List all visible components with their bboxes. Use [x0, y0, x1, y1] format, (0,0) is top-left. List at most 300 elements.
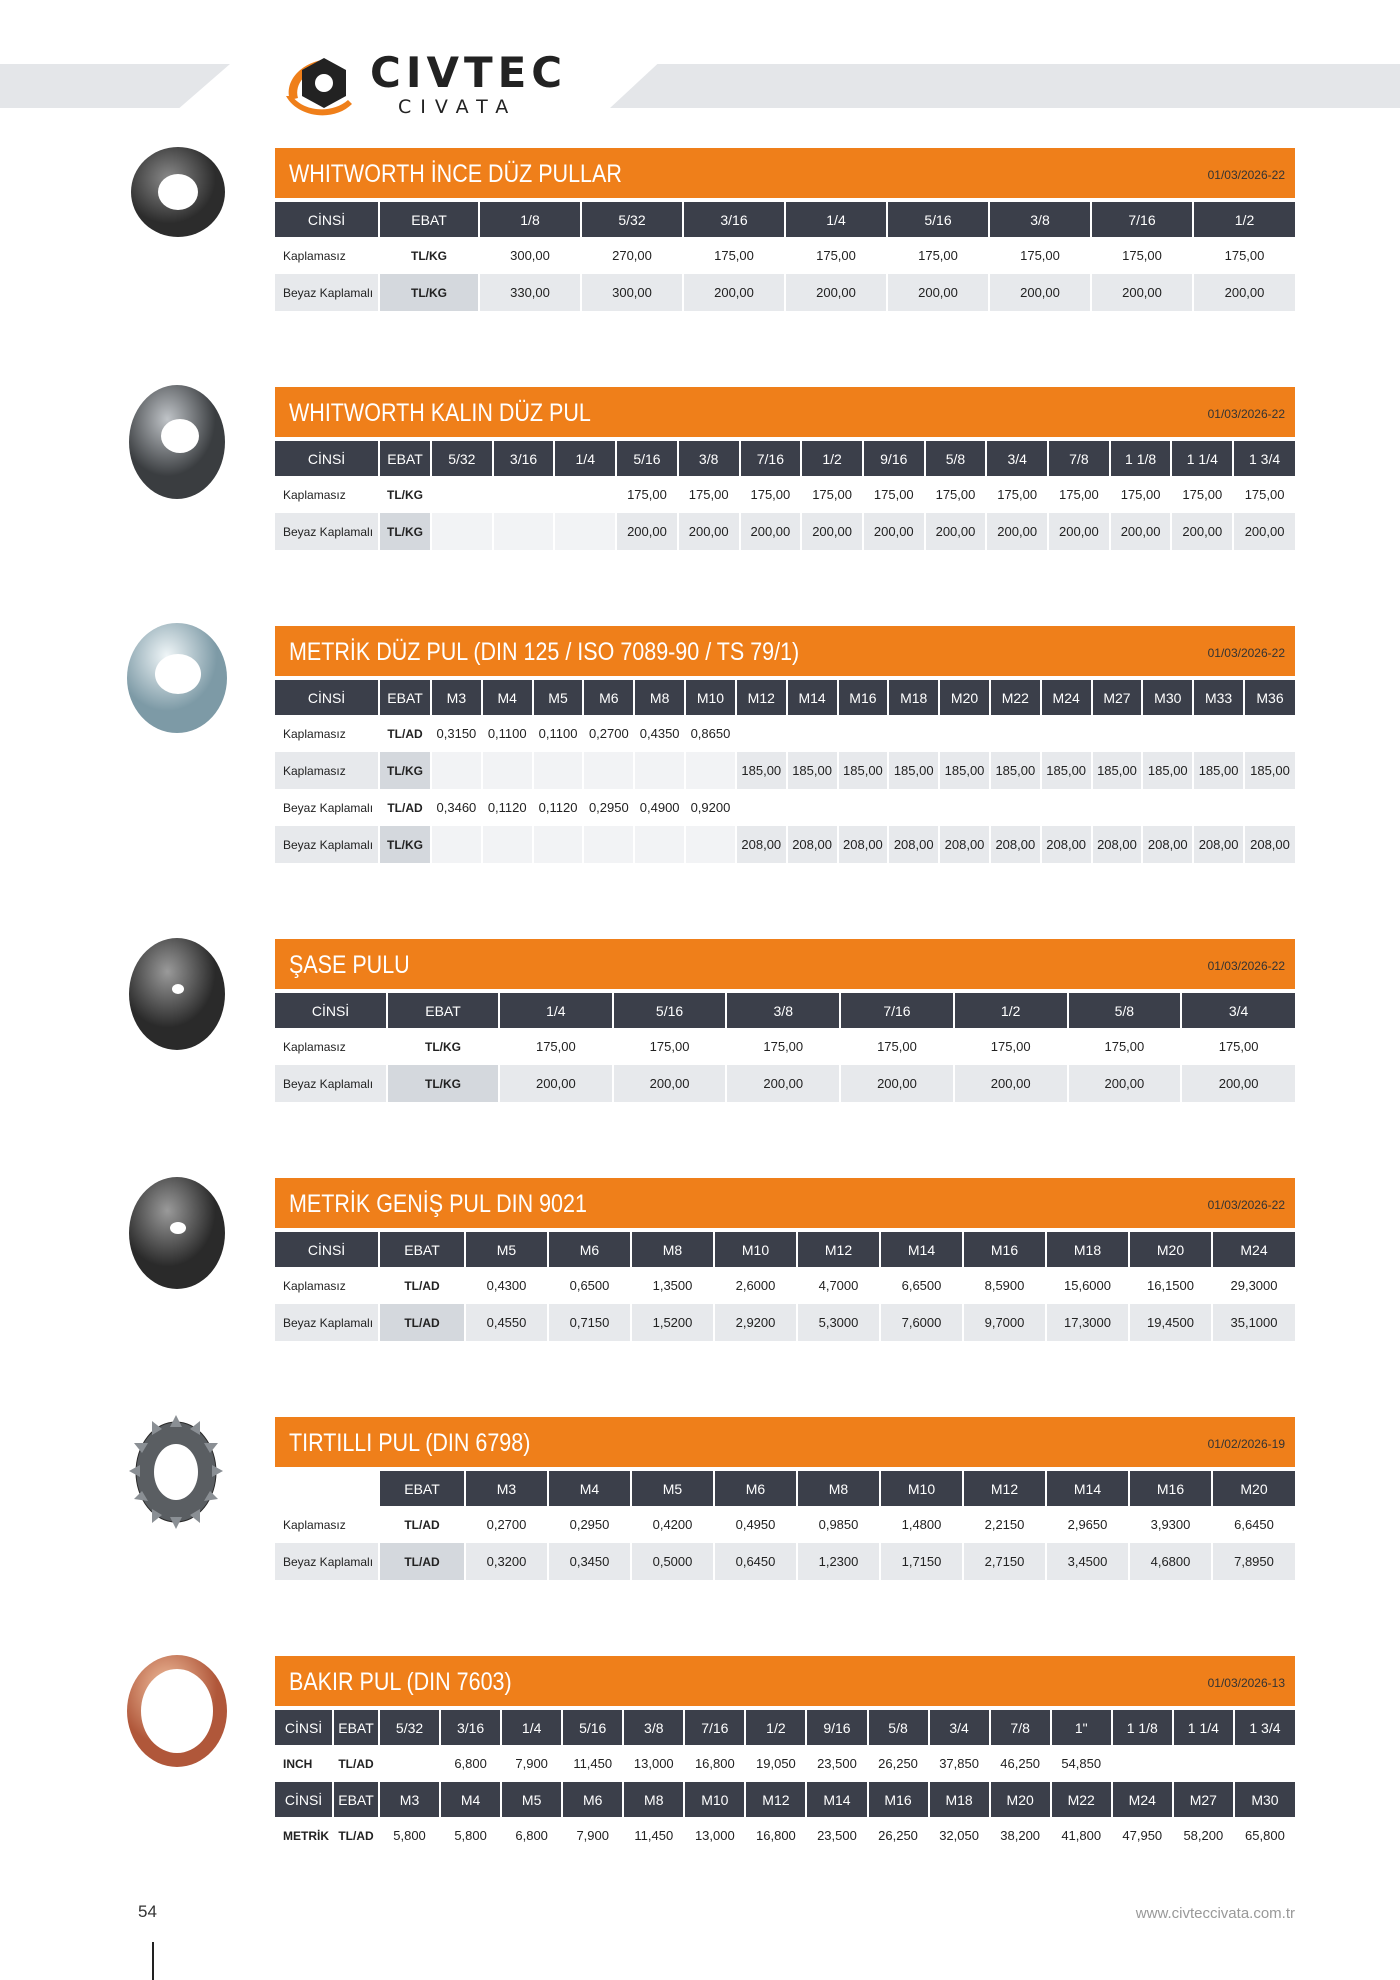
copper-washer-icon: [126, 1654, 228, 1768]
price-cell: 200,00: [986, 513, 1048, 550]
price-cell: 0,8650: [685, 715, 736, 752]
price-cell: [990, 715, 1041, 752]
price-cell: 270,00: [581, 237, 683, 274]
column-header: M12: [745, 1782, 806, 1817]
section-date: 01/03/2026-22: [1207, 646, 1285, 660]
table-header-row: [275, 202, 1295, 237]
price-cell: [431, 513, 493, 550]
column-header: CİNSİ: [275, 1232, 379, 1267]
column-header: M33: [1193, 680, 1244, 715]
column-header: M12: [736, 680, 787, 715]
section-title-bar: [275, 626, 1295, 676]
price-cell: 200,00: [1181, 1065, 1295, 1102]
column-header: EBAT: [333, 1782, 379, 1817]
section-copper: [275, 1656, 1295, 1854]
price-cell: 0,4200: [631, 1506, 714, 1543]
column-header: M16: [838, 680, 889, 715]
price-cell: 0,3200: [465, 1543, 548, 1580]
column-header: 9/16: [806, 1710, 867, 1745]
price-cell: 54,850: [1051, 1745, 1112, 1782]
price-cell: 200,00: [1091, 274, 1193, 311]
price-cell: 175,00: [613, 1028, 727, 1065]
row-unit: TL/AD: [379, 1543, 465, 1580]
column-header: M16: [963, 1232, 1046, 1267]
column-header: 5/8: [868, 1710, 929, 1745]
column-header: EBAT: [387, 993, 499, 1028]
price-cell: 13,000: [684, 1817, 745, 1854]
price-cell: 300,00: [581, 274, 683, 311]
price-cell: [939, 715, 990, 752]
brand-name: CIVTEC: [370, 48, 568, 97]
price-cell: 5,800: [440, 1817, 501, 1854]
price-table: [275, 680, 1295, 863]
column-header: 5/8: [925, 441, 987, 476]
section-date: 01/03/2026-22: [1207, 168, 1285, 182]
price-cell: 7,6000: [880, 1304, 963, 1341]
column-header: M18: [929, 1782, 990, 1817]
price-cell: 200,00: [726, 1065, 840, 1102]
table-row: [275, 1817, 1295, 1854]
column-header: 1/8: [479, 202, 581, 237]
column-header: 1/2: [801, 441, 863, 476]
column-header: CİNSİ: [275, 1782, 333, 1817]
row-label: Beyaz Kaplamalı: [275, 274, 379, 311]
section-chassis-washer: [275, 939, 1295, 1102]
price-cell: 2,6000: [714, 1267, 797, 1304]
column-header: M16: [1129, 1471, 1212, 1506]
column-header: [275, 1471, 379, 1506]
column-header: M5: [533, 680, 584, 715]
thick-washer-icon: [128, 384, 226, 500]
price-cell: 0,1120: [533, 789, 584, 826]
price-cell: 0,2950: [548, 1506, 631, 1543]
header-stripe-right: [610, 64, 1400, 108]
price-cell: 175,00: [616, 476, 678, 513]
row-label: Kaplamasız: [275, 752, 379, 789]
column-header: 7/16: [684, 1710, 745, 1745]
price-cell: [379, 1745, 440, 1782]
section-title: WHITWORTH İNCE DÜZ PULLAR: [289, 160, 622, 188]
price-cell: 11,450: [562, 1745, 623, 1782]
table-row: [275, 1028, 1295, 1065]
price-cell: [1193, 789, 1244, 826]
table-header-row: [275, 1471, 1295, 1506]
row-label: Beyaz Kaplamalı: [275, 513, 379, 550]
row-label: Kaplamasız: [275, 715, 379, 752]
price-cell: [493, 476, 555, 513]
price-cell: 185,00: [736, 752, 787, 789]
price-cell: 38,200: [990, 1817, 1051, 1854]
column-header: 1 3/4: [1233, 441, 1295, 476]
price-cell: 185,00: [838, 752, 889, 789]
price-cell: 0,1100: [533, 715, 584, 752]
price-cell: [1112, 1745, 1173, 1782]
column-header: 3/4: [1181, 993, 1295, 1028]
price-cell: [431, 476, 493, 513]
price-cell: [1244, 789, 1295, 826]
column-header: 1 1/8: [1110, 441, 1172, 476]
column-header: M8: [797, 1471, 880, 1506]
column-header: EBAT: [379, 202, 479, 237]
table-row: [275, 237, 1295, 274]
column-header: M10: [714, 1232, 797, 1267]
row-label: Kaplamasız: [275, 1267, 379, 1304]
price-cell: [634, 826, 685, 863]
column-header: M27: [1092, 680, 1143, 715]
column-header: M27: [1173, 1782, 1234, 1817]
column-header: M14: [806, 1782, 867, 1817]
price-cell: 23,500: [806, 1817, 867, 1854]
price-cell: 4,7000: [797, 1267, 880, 1304]
price-cell: [736, 715, 787, 752]
price-cell: 0,7150: [548, 1304, 631, 1341]
price-cell: 200,00: [954, 1065, 1068, 1102]
row-label: Beyaz Kaplamalı: [275, 826, 379, 863]
column-header: 7/16: [840, 993, 954, 1028]
column-header: M18: [888, 680, 939, 715]
column-header: 7/16: [740, 441, 802, 476]
column-header: M6: [714, 1471, 797, 1506]
price-cell: 0,4950: [714, 1506, 797, 1543]
section-title-bar: [275, 1656, 1295, 1706]
price-cell: 175,00: [1181, 1028, 1295, 1065]
column-header: 5/32: [581, 202, 683, 237]
column-header: 5/32: [379, 1710, 440, 1745]
column-header: CİNSİ: [275, 1710, 333, 1745]
price-cell: 0,2950: [583, 789, 634, 826]
column-header: 1/2: [954, 993, 1068, 1028]
column-header: 3/8: [726, 993, 840, 1028]
price-cell: 200,00: [1048, 513, 1110, 550]
table-row: [275, 1065, 1295, 1102]
price-cell: 0,5000: [631, 1543, 714, 1580]
table-row: [275, 274, 1295, 311]
column-header: 1/4: [499, 993, 613, 1028]
price-cell: [431, 826, 482, 863]
price-cell: 175,00: [986, 476, 1048, 513]
price-cell: 0,9850: [797, 1506, 880, 1543]
price-cell: [1142, 789, 1193, 826]
column-header: 1/4: [785, 202, 887, 237]
price-cell: 175,00: [954, 1028, 1068, 1065]
price-cell: 185,00: [787, 752, 838, 789]
price-cell: 6,800: [440, 1745, 501, 1782]
price-cell: 46,250: [990, 1745, 1051, 1782]
price-cell: 41,800: [1051, 1817, 1112, 1854]
row-unit: TL/KG: [387, 1065, 499, 1102]
price-cell: 175,00: [1171, 476, 1233, 513]
row-unit: TL/KG: [387, 1028, 499, 1065]
section-title-bar: [275, 1178, 1295, 1228]
price-cell: [685, 752, 736, 789]
price-cell: [482, 826, 533, 863]
column-header: 1/4: [501, 1710, 562, 1745]
section-date: 01/02/2026-19: [1207, 1437, 1285, 1451]
price-cell: 0,6450: [714, 1543, 797, 1580]
price-cell: [1092, 789, 1143, 826]
column-header: 3/8: [678, 441, 740, 476]
price-cell: 23,500: [806, 1745, 867, 1782]
price-cell: 185,00: [888, 752, 939, 789]
price-cell: 175,00: [1048, 476, 1110, 513]
price-cell: 185,00: [1041, 752, 1092, 789]
price-cell: 208,00: [1142, 826, 1193, 863]
price-cell: 15,6000: [1046, 1267, 1129, 1304]
price-cell: 16,800: [684, 1745, 745, 1782]
section-date: 01/03/2026-22: [1207, 407, 1285, 421]
section-date: 01/03/2026-22: [1207, 959, 1285, 973]
column-header: CİNSİ: [275, 680, 379, 715]
column-header: M24: [1041, 680, 1092, 715]
price-cell: 0,6500: [548, 1267, 631, 1304]
price-cell: 7,900: [501, 1745, 562, 1782]
column-header: M12: [963, 1471, 1046, 1506]
row-label: Kaplamasız: [275, 1028, 387, 1065]
column-header: CİNSİ: [275, 993, 387, 1028]
price-cell: 2,9200: [714, 1304, 797, 1341]
price-cell: [634, 752, 685, 789]
price-cell: [583, 826, 634, 863]
section-whitworth-thick: [275, 387, 1295, 550]
column-header: 1 1/4: [1173, 1710, 1234, 1745]
price-cell: [554, 513, 616, 550]
section-metric-wide: [275, 1178, 1295, 1341]
price-cell: 5,3000: [797, 1304, 880, 1341]
column-header: EBAT: [379, 441, 431, 476]
column-header: 3/4: [986, 441, 1048, 476]
row-label: Kaplamasız: [275, 476, 379, 513]
row-label: Beyaz Kaplamalı: [275, 1543, 379, 1580]
price-cell: 0,4550: [465, 1304, 548, 1341]
price-table: [275, 1710, 1295, 1854]
price-cell: [787, 715, 838, 752]
price-cell: 175,00: [887, 237, 989, 274]
price-cell: 200,00: [989, 274, 1091, 311]
price-cell: 200,00: [613, 1065, 727, 1102]
section-whitworth-thin: [275, 148, 1295, 311]
column-header: 5/32: [431, 441, 493, 476]
price-cell: 185,00: [1193, 752, 1244, 789]
wide-washer-icon: [128, 1176, 226, 1290]
row-unit: TL/KG: [379, 513, 431, 550]
price-cell: 200,00: [925, 513, 987, 550]
section-title: TIRTILLI PUL (DIN 6798): [289, 1429, 531, 1457]
price-cell: 175,00: [683, 237, 785, 274]
table-row: [275, 1745, 1295, 1782]
row-label: Kaplamasız: [275, 237, 379, 274]
column-header: 3/16: [440, 1710, 501, 1745]
column-header: M5: [631, 1471, 714, 1506]
page-divider: [152, 1942, 154, 1980]
price-cell: 0,9200: [685, 789, 736, 826]
price-cell: [1173, 1745, 1234, 1782]
row-unit: TL/AD: [379, 715, 431, 752]
price-cell: [533, 752, 584, 789]
row-unit: TL/KG: [379, 826, 431, 863]
table-row: [275, 752, 1295, 789]
price-cell: 16,1500: [1129, 1267, 1212, 1304]
price-cell: 2,2150: [963, 1506, 1046, 1543]
price-cell: [736, 789, 787, 826]
price-cell: 208,00: [1193, 826, 1244, 863]
price-table: [275, 993, 1295, 1102]
column-header: M14: [880, 1232, 963, 1267]
price-cell: 3,9300: [1129, 1506, 1212, 1543]
column-header: 7/16: [1091, 202, 1193, 237]
price-cell: 1,7150: [880, 1543, 963, 1580]
price-cell: [888, 715, 939, 752]
table-row: [275, 1267, 1295, 1304]
section-title: ŞASE PULU: [289, 951, 410, 979]
row-unit: TL/KG: [379, 476, 431, 513]
column-header: M10: [880, 1471, 963, 1506]
column-header: 3/8: [989, 202, 1091, 237]
price-cell: 200,00: [683, 274, 785, 311]
page-number: 54: [138, 1902, 157, 1921]
row-label: METRİK: [275, 1817, 333, 1854]
column-header: M24: [1112, 1782, 1173, 1817]
price-cell: 208,00: [787, 826, 838, 863]
column-header: 1 1/4: [1171, 441, 1233, 476]
civtec-logo-icon: [282, 52, 366, 124]
price-cell: 208,00: [888, 826, 939, 863]
price-cell: 175,00: [989, 237, 1091, 274]
column-header: M18: [1046, 1232, 1129, 1267]
price-cell: 0,3450: [548, 1543, 631, 1580]
column-header: M6: [548, 1232, 631, 1267]
price-cell: 208,00: [939, 826, 990, 863]
price-cell: 9,7000: [963, 1304, 1046, 1341]
price-cell: 208,00: [838, 826, 889, 863]
column-header: M24: [1212, 1232, 1295, 1267]
price-cell: 11,450: [623, 1817, 684, 1854]
column-header: M3: [465, 1471, 548, 1506]
section-metric-flat: [275, 626, 1295, 863]
section-title-bar: [275, 939, 1295, 989]
table-header-row: [275, 993, 1295, 1028]
price-cell: [990, 789, 1041, 826]
price-cell: 6,800: [501, 1817, 562, 1854]
column-header: 5/8: [1068, 993, 1182, 1028]
price-cell: 1,5200: [631, 1304, 714, 1341]
price-cell: 200,00: [499, 1065, 613, 1102]
row-label: INCH: [275, 1745, 333, 1782]
row-unit: TL/AD: [333, 1817, 379, 1854]
price-cell: 29,3000: [1212, 1267, 1295, 1304]
column-header: 9/16: [863, 441, 925, 476]
price-cell: 208,00: [1092, 826, 1143, 863]
column-header: 1": [1051, 1710, 1112, 1745]
price-cell: 208,00: [1244, 826, 1295, 863]
price-cell: [1142, 715, 1193, 752]
price-cell: 200,00: [801, 513, 863, 550]
price-table: [275, 202, 1295, 311]
price-cell: 2,7150: [963, 1543, 1046, 1580]
price-cell: 200,00: [1171, 513, 1233, 550]
column-header: 5/16: [613, 993, 727, 1028]
column-header: 7/8: [1048, 441, 1110, 476]
price-cell: 175,00: [1091, 237, 1193, 274]
column-header: M6: [583, 680, 634, 715]
price-table: [275, 1471, 1295, 1580]
table-row: [275, 1304, 1295, 1341]
section-serrated: [275, 1417, 1295, 1580]
price-cell: 0,4350: [634, 715, 685, 752]
column-header: M14: [787, 680, 838, 715]
column-header: M4: [548, 1471, 631, 1506]
column-header: 1 3/4: [1234, 1710, 1295, 1745]
price-cell: 35,1000: [1212, 1304, 1295, 1341]
table-header-row: [275, 680, 1295, 715]
price-cell: 175,00: [1110, 476, 1172, 513]
section-title-bar: [275, 148, 1295, 198]
column-header: M10: [685, 680, 736, 715]
price-cell: 208,00: [736, 826, 787, 863]
column-header: M3: [379, 1782, 440, 1817]
price-cell: 175,00: [726, 1028, 840, 1065]
section-title: WHITWORTH KALIN DÜZ PUL: [289, 399, 591, 427]
column-header: 5/16: [562, 1710, 623, 1745]
table-header-row: [275, 1710, 1295, 1745]
column-header: M4: [482, 680, 533, 715]
column-header: 1 1/8: [1112, 1710, 1173, 1745]
price-cell: 32,050: [929, 1817, 990, 1854]
row-label: Beyaz Kaplamalı: [275, 789, 379, 826]
column-header: M22: [1051, 1782, 1112, 1817]
table-header-row: [275, 1232, 1295, 1267]
price-cell: [1041, 715, 1092, 752]
section-title: METRİK DÜZ PUL (DIN 125 / ISO 7089-90 / TS 79/1): [289, 638, 800, 666]
price-cell: 4,6800: [1129, 1543, 1212, 1580]
chassis-washer-icon: [128, 937, 226, 1051]
price-cell: 200,00: [1110, 513, 1172, 550]
column-header: 1/4: [554, 441, 616, 476]
price-cell: [1244, 715, 1295, 752]
price-cell: 17,3000: [1046, 1304, 1129, 1341]
price-cell: [554, 476, 616, 513]
price-cell: 19,4500: [1129, 1304, 1212, 1341]
price-cell: 0,4900: [634, 789, 685, 826]
price-cell: 6,6450: [1212, 1506, 1295, 1543]
price-cell: [685, 826, 736, 863]
column-header: 3/16: [683, 202, 785, 237]
price-cell: 200,00: [1233, 513, 1295, 550]
price-cell: 175,00: [678, 476, 740, 513]
column-header: M6: [562, 1782, 623, 1817]
table-header-row: [275, 441, 1295, 476]
column-header: M4: [440, 1782, 501, 1817]
price-cell: [533, 826, 584, 863]
price-cell: 19,050: [745, 1745, 806, 1782]
row-label: Beyaz Kaplamalı: [275, 1065, 387, 1102]
table-row: [275, 513, 1295, 550]
column-header: M14: [1046, 1471, 1129, 1506]
column-header: 3/4: [929, 1710, 990, 1745]
price-cell: 175,00: [740, 476, 802, 513]
price-cell: [888, 789, 939, 826]
price-cell: 58,200: [1173, 1817, 1234, 1854]
price-cell: 185,00: [939, 752, 990, 789]
price-cell: 200,00: [616, 513, 678, 550]
price-cell: 0,2700: [583, 715, 634, 752]
price-cell: 0,1120: [482, 789, 533, 826]
price-cell: 200,00: [887, 274, 989, 311]
column-header: M36: [1244, 680, 1295, 715]
row-label: Kaplamasız: [275, 1506, 379, 1543]
price-cell: 1,4800: [880, 1506, 963, 1543]
column-header: M20: [990, 1782, 1051, 1817]
price-cell: 200,00: [678, 513, 740, 550]
